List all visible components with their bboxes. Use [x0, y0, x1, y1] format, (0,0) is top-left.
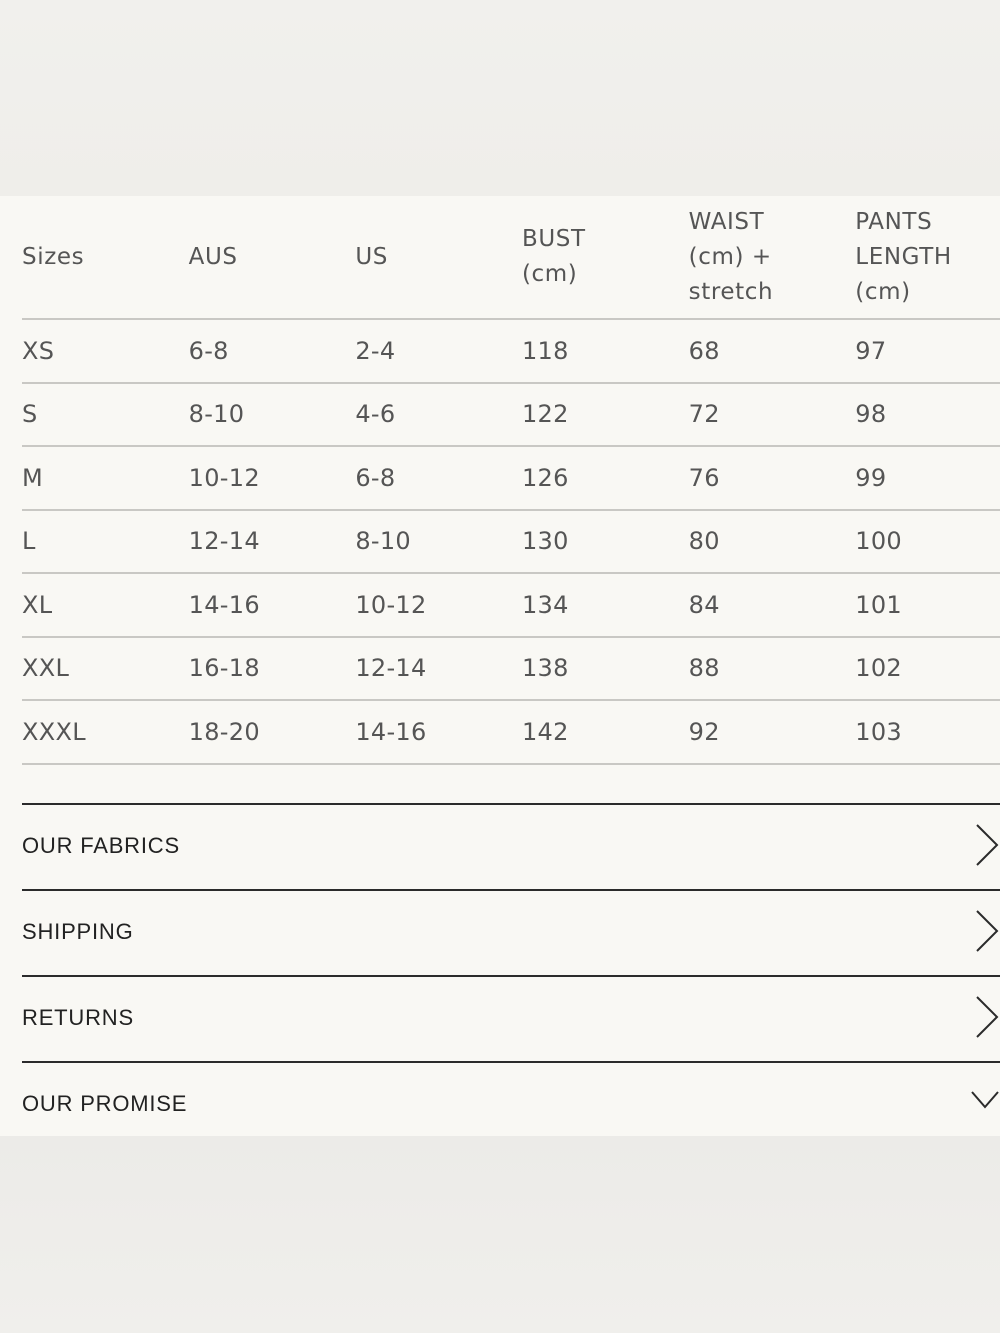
cell-pants-length: 98 — [855, 383, 1000, 447]
header-waist: WAIST (cm) + stretch — [689, 196, 856, 319]
cell-waist: 80 — [689, 510, 856, 574]
cell-aus: 8-10 — [189, 383, 356, 447]
cell-us: 4-6 — [355, 383, 522, 447]
table-row — [22, 446, 1000, 510]
cell-waist: 72 — [689, 383, 856, 447]
chevron-down-icon — [970, 1089, 1000, 1111]
bottom-background — [0, 1136, 1000, 1333]
table-row — [22, 383, 1000, 447]
chevron-right-icon — [974, 995, 1000, 1039]
cell-waist: 92 — [689, 700, 856, 764]
cell-aus: 6-8 — [189, 319, 356, 383]
cell-us: 10-12 — [355, 573, 522, 637]
cell-size: XXL — [22, 637, 189, 701]
chevron-right-icon — [974, 823, 1000, 867]
product-details-panel — [0, 196, 1000, 1136]
product-info-accordion — [22, 803, 1000, 1136]
cell-pants-length: 100 — [855, 510, 1000, 574]
table-row — [22, 319, 1000, 383]
cell-waist: 76 — [689, 446, 856, 510]
cell-bust: 134 — [522, 573, 689, 637]
accordion-item-returns[interactable] — [22, 975, 1000, 1061]
header-aus: AUS — [189, 196, 356, 319]
cell-bust: 118 — [522, 319, 689, 383]
cell-us: 2-4 — [355, 319, 522, 383]
size-chart-table — [22, 196, 1000, 765]
cell-waist: 68 — [689, 319, 856, 383]
cell-bust: 142 — [522, 700, 689, 764]
cell-bust: 138 — [522, 637, 689, 701]
cell-waist: 88 — [689, 637, 856, 701]
cell-pants-length: 102 — [855, 637, 1000, 701]
header-pants-length: PANTS LENGTH (cm) — [855, 196, 1000, 319]
cell-us: 14-16 — [355, 700, 522, 764]
table-row — [22, 700, 1000, 764]
cell-size: XL — [22, 573, 189, 637]
header-bust: BUST (cm) — [522, 196, 689, 319]
header-sizes: Sizes — [22, 196, 189, 319]
table-row — [22, 573, 1000, 637]
accordion-item-shipping[interactable] — [22, 889, 1000, 975]
top-background — [0, 0, 1000, 196]
header-us: US — [355, 196, 522, 319]
accordion-item-our-fabrics[interactable] — [22, 803, 1000, 889]
table-row — [22, 637, 1000, 701]
table-row — [22, 510, 1000, 574]
accordion-item-our-promise[interactable] — [22, 1061, 1000, 1136]
cell-pants-length: 97 — [855, 319, 1000, 383]
size-chart-header-row — [22, 196, 1000, 319]
cell-bust: 122 — [522, 383, 689, 447]
cell-aus: 10-12 — [189, 446, 356, 510]
cell-bust: 130 — [522, 510, 689, 574]
accordion-label: OUR FABRICS — [22, 833, 180, 858]
cell-pants-length: 99 — [855, 446, 1000, 510]
cell-bust: 126 — [522, 446, 689, 510]
cell-size: L — [22, 510, 189, 574]
cell-us: 12-14 — [355, 637, 522, 701]
cell-us: 8-10 — [355, 510, 522, 574]
cell-size: XS — [22, 319, 189, 383]
cell-us: 6-8 — [355, 446, 522, 510]
cell-aus: 18-20 — [189, 700, 356, 764]
cell-size: M — [22, 446, 189, 510]
cell-size: S — [22, 383, 189, 447]
cell-pants-length: 103 — [855, 700, 1000, 764]
cell-aus: 14-16 — [189, 573, 356, 637]
cell-aus: 12-14 — [189, 510, 356, 574]
cell-size: XXXL — [22, 700, 189, 764]
cell-aus: 16-18 — [189, 637, 356, 701]
accordion-label: OUR PROMISE — [22, 1091, 188, 1116]
accordion-label: RETURNS — [22, 1005, 134, 1030]
chevron-right-icon — [974, 909, 1000, 953]
cell-waist: 84 — [689, 573, 856, 637]
accordion-label: SHIPPING — [22, 919, 134, 944]
cell-pants-length: 101 — [855, 573, 1000, 637]
